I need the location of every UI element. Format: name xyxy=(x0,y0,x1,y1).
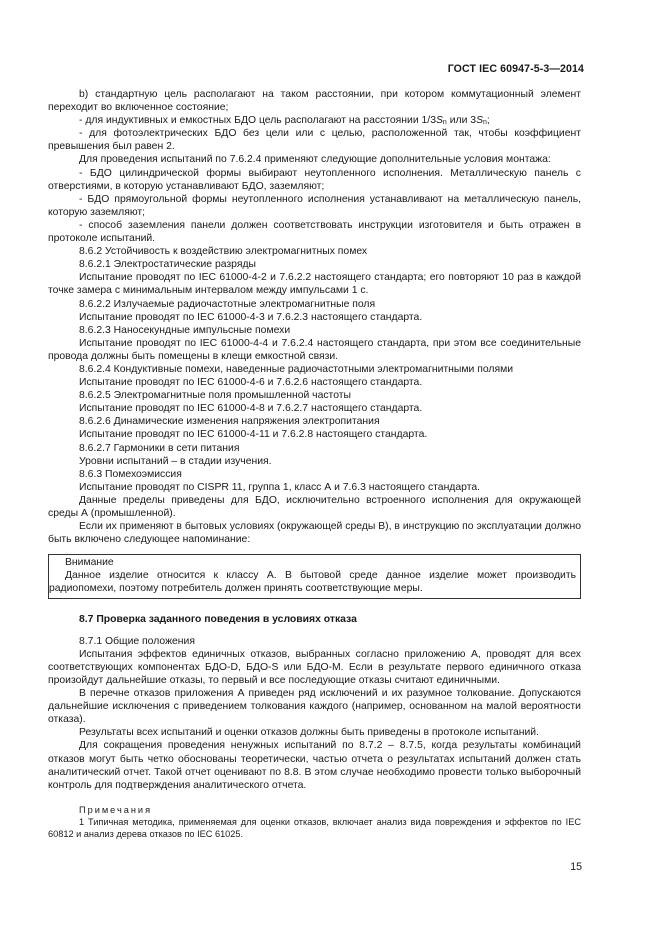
subscript: n xyxy=(483,119,487,127)
paragraph: Испытание проводят по IEC 61000-4-3 и 7.6.2.3 настоящего стандарта. xyxy=(79,311,423,323)
warning-title: Внимание xyxy=(65,557,114,569)
text-fragment: - для индуктивных и емкостных БДО цель располагают на расстоянии 1/3 xyxy=(79,115,436,127)
warning-box xyxy=(48,554,581,598)
section-heading: 8.7 Проверка заданного поведения в условиях отказа xyxy=(79,613,357,625)
subscript: n xyxy=(442,119,447,127)
paragraph: Данные пределы приведены для БДО, исключительно встроенного исполнения для окружающей среды А (промышленной). xyxy=(48,494,581,519)
standard-header: ГОСТ IEC 60947-5-3—2014 xyxy=(447,63,584,75)
subsection-heading: 8.6.3 Помехоэмиссия xyxy=(79,468,182,480)
paragraph: - способ заземления панели должен соответствовать инструкции изготовителя и быть отражен в протоколе испытаний. xyxy=(48,219,581,245)
notes-title: Примечания xyxy=(79,804,153,815)
paragraph: Испытания эффектов единичных отказов, выбранных согласно приложению А, проводят для всех соответствующих компонентах БДО-D, БДО-S или БДО-М. Если в результате первого единичного отказа произойдут дальнейшие отказы, то первый и все последующие отказы считают единичными. xyxy=(48,648,581,686)
paragraph: - для фотоэлектрических БДО без цели или с целью, расположенной так, чтобы коэффициент превышения был равен 2. xyxy=(48,128,581,153)
note-item: 1 Типичная методика, применяемая для оценки отказов, включает анализ вида повреждения и эффектов по IEC 60812 и анализ дерева отказов по IEC 61025. xyxy=(48,816,581,839)
paragraph: - для индуктивных и емкостных БДО цель располагают на расстоянии $1/3S_n$ или $3S_n$; xyxy=(79,115,490,127)
notes-block xyxy=(48,804,581,840)
text-fragment: или 3 xyxy=(446,115,477,127)
paragraph: Уровни испытаний – в стадии изучения. xyxy=(79,455,272,467)
subsection-heading: 8.6.2.5 Электромагнитные поля промышленной частоты xyxy=(79,390,351,402)
text-fragment: ; xyxy=(486,115,490,127)
subsection-heading: 8.6.2 Устойчивость к воздействию электромагнитных помех xyxy=(79,246,368,258)
subsection-heading: 8.6.2.7 Гармоники в сети питания xyxy=(79,442,240,454)
paragraph: - БДО прямоугольной формы неутопленного исполнения устанавливают на металлическую панель, которую заземляют; xyxy=(48,193,581,218)
paragraph: Для проведения испытаний по 7.6.2.4 применяют следующие дополнительные условия монтажа: xyxy=(79,154,551,166)
subsection-heading: 8.6.2.4 Кондуктивные помехи, наведенные радиочастотными электромагнитными полями xyxy=(79,363,514,375)
paragraph: - БДО цилиндрической формы выбирают неутопленного исполнения. Металлическую панель с отверстиями, в которую устанавливают БДО, заземляют; xyxy=(48,167,581,192)
paragraph: Испытание проводят по IEC 61000-4-2 и 7.6.2.2 настоящего стандарта; его повторяют 10 раз в каждой точке замера с минимальным интервалом между импульсами 1 с. xyxy=(48,272,581,297)
paragraph: b) стандартную цель располагают на таком расстоянии, при котором коммутационный элемент переходит во включенное состояние; xyxy=(48,89,581,114)
paragraph: Испытание проводят по IEC 61000-4-6 и 7.6.2.6 настоящего стандарта. xyxy=(79,377,423,389)
page-number: 15 xyxy=(570,861,582,873)
warning-text: Данное изделие относится к классу А. В бытовой среде данное изделие может производить радиопомехи, поэтому потребитель должен принять соответствующие меры. xyxy=(49,570,576,595)
subsection-heading: 8.7.1 Общие положения xyxy=(79,635,195,647)
document-body xyxy=(48,88,581,840)
subsection-heading: 8.6.2.1 Электростатические разряды xyxy=(79,259,256,271)
paragraph: Если их применяют в бытовых условиях (окружающей среды В), в инструкцию по эксплуатации должно быть включено следующее напоминание: xyxy=(48,521,581,546)
subsection-heading: 8.6.2.2 Излучаемые радиочастотные электромагнитные поля xyxy=(79,298,376,310)
paragraph: Результаты всех испытаний и оценки отказов должны быть приведены в протоколе испытаний. xyxy=(79,727,539,739)
paragraph: В перечне отказов приложения А приведен ряд исключений и их разумное толкование. Допускаются дальнейшие исключения с приведением толкования каждого (например, основанном на малой вероятности отказа). xyxy=(48,688,581,726)
paragraph: Испытание проводят по IEC 61000-4-8 и 7.6.2.7 настоящего стандарта. xyxy=(79,403,423,415)
paragraph: Испытание проводят по IEC 61000-4-11 и 7.6.2.8 настоящего стандарта. xyxy=(79,429,428,441)
paragraph: Испытание проводят по CISPR 11, группа 1, класс А и 7.6.3 настоящего стандарта. xyxy=(79,481,481,493)
subsection-heading: 8.6.2.6 Динамические изменения напряжения электропитания xyxy=(79,416,380,428)
subsection-heading: 8.6.2.3 Наносекундные импульсные помехи xyxy=(79,324,291,336)
paragraph: Испытание проводят по IEC 61000-4-4 и 7.6.2.4 настоящего стандарта, при этом все соединительные провода должны быть помещены в клещи емкостной связи. xyxy=(48,337,581,362)
paragraph: Для сокращения проведения ненужных испытаний по 8.7.2 – 8.7.5, когда результаты комбинаций отказов могут быть четко обоснованы теоретически, частью отчета о результатах испытаний должен стать аналитический отчет. Такой отчет оценивают по 8.8. В этом случае необходимо провести только выборочный контроль для подтверждения аналитического отчета. xyxy=(48,740,581,791)
